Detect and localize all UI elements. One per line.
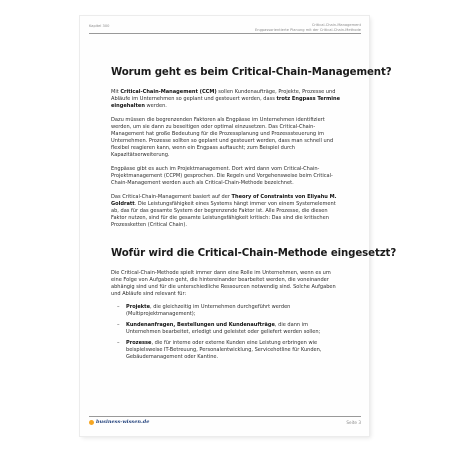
brand-logo: [89, 419, 149, 425]
header-divider: [89, 33, 361, 34]
dash-bullet: –: [117, 322, 120, 328]
term-ccm: Critical-Chain-Management (CCM): [120, 89, 217, 95]
logo-dot-icon: [89, 420, 94, 425]
section1-heading: Worum geht es beim Critical-Chain-Management?: [111, 67, 392, 78]
dash-bullet: –: [117, 340, 120, 346]
section1-paragraph-4: Das Critical-Chain-Management basiert auf der Theory of Constraints von Eliyahu M. Goldratt. Die Leistungsfähigkeit eines Systems hängt immer von einem Systemelement ab, das für das gesamte System der begrenzende Faktor ist. Alle Prozesse, die diesen Faktor nutzen, sind für die gesamte Leistungsfähigkeit kritisch: Das sind die kritischen Prozessketten (Critical Chain).: [111, 194, 337, 228]
dash-bullet: –: [117, 304, 120, 310]
section2-intro: Die Critical-Chain-Methode spielt immer dann eine Rolle im Unternehmen, wenn es um eine Folge von Aufgaben geht, die hintereinander bearbeitet werden, die voneinander abhängig sind und für die unterschiedliche Ressourcen notwendig sind. Solche Aufgaben und Abläufe sind relevant für:: [111, 270, 336, 297]
section1-paragraph-2: Dazu müssen die begrenzenden Faktoren als Engpässe im Unternehmen identifiziert werden, um sie dann zu beseitigen oder optimal einzusetzen. Das Critical-Chain-Management hat große Bedeutung für die Prozessplanung und Prozesssteuerung im Unternehmen. Prozesse sollten so geplant und gesteuert werden, dass man schnell und flexibel reagieren kann, wenn ein Engpass auftaucht; zum Beispiel durch Kapazitätserweiterung.: [111, 117, 334, 158]
page-content: [111, 67, 397, 361]
emphasis-deadlines: trotz Engpass Termine eingehalten: [111, 96, 341, 109]
header-chapter: Kapitel 300: [89, 24, 110, 28]
document-page: [80, 16, 397, 436]
term-theory-of-constraints: Theory of Constraints von Eliyahu M. Goldratt: [111, 194, 337, 207]
list-item: – Prozesse, die für interne oder externe Kunden eine Leistung erbringen wie beispielsweise IT-Betreuung, Personalentwicklung, Servicehotline für Kunden, Gebäudemanagement oder Kantine.: [117, 340, 322, 360]
list-item: – Kundenanfragen, Bestellungen und Kundenaufträge, die dann im Unternehmen bearbeitet, erledigt und geleistet oder geliefert werden sollen;: [117, 322, 321, 335]
list-item: – Projekte, die gleichzeitig im Unternehmen durchgeführt werden (Multiprojektmanagement);: [117, 304, 291, 317]
section2-heading: Wofür wird die Critical-Chain-Methode eingesetzt?: [111, 248, 397, 259]
header-subtitle: Engpassorientierte Planung mit der Critical-Chain-Methode: [255, 28, 361, 32]
section1-paragraph-3: Engpässe gibt es auch im Projektmanagement. Dort wird dann vom Critical-Chain-Projektmanagement (CCPM) gesprochen. Die Regeln und Vorgehensweise beim Critical-Chain-Management werden auch als Critical-Chain-Methode bezeichnet.: [111, 166, 333, 186]
footer-divider: [89, 416, 361, 417]
relevance-list: [111, 304, 343, 361]
header-title: Critical-Chain-Management: [311, 23, 361, 27]
page-number: Seite 3: [346, 420, 361, 425]
section1-paragraph-1: Mit Critical-Chain-Management (CCM) sollen Kundenaufträge, Projekte, Prozesse und Abläufe im Unternehmen so geplant und gesteuert werden, dass trotz Engpass Termine eingehalten werden.: [111, 89, 341, 109]
logo-text: business-wissen.de: [96, 419, 150, 425]
header-titles: [255, 23, 361, 33]
